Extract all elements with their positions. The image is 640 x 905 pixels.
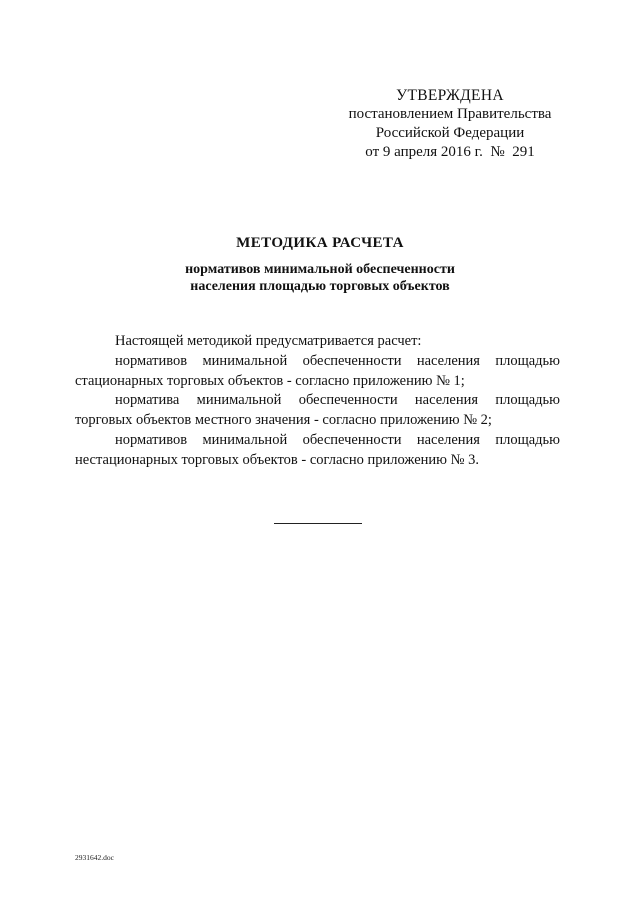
approval-heading: УТВЕРЖДЕНА: [396, 87, 504, 104]
document-title-block: [0, 234, 640, 295]
subtitle-line-1: нормативов минимальной обеспеченности: [185, 262, 455, 277]
body-item-2: норматива минимальной обеспеченности населения площадью торговых объектов местного значения - согласно приложению № 2;: [75, 392, 560, 429]
approval-number-sign: №: [490, 144, 505, 160]
approval-date-line: [330, 143, 570, 162]
document-subtitle: [0, 261, 640, 295]
file-name-footer: 2931642.doc: [75, 853, 114, 862]
approval-date: от 9 апреля 2016 г.: [365, 144, 483, 160]
approval-stamp: [330, 86, 570, 162]
subtitle-line-2: населения площадью торговых объектов: [190, 279, 450, 294]
body-item-1: нормативов минимальной обеспеченности населения площадью стационарных торговых объектов - согласно приложению № 1;: [75, 352, 560, 389]
approval-line-2: Российской Федерации: [375, 125, 525, 141]
document-body: [75, 332, 560, 471]
body-intro: Настоящей методикой предусматривается расчет:: [115, 333, 422, 349]
end-divider: [274, 523, 362, 524]
approval-line-1: постановлением Правительства: [348, 106, 552, 122]
body-item-3: нормативов минимальной обеспеченности населения площадью нестационарных торговых объектов - согласно приложению № 3.: [75, 431, 560, 468]
document-title: МЕТОДИКА РАСЧЕТА: [236, 235, 404, 251]
approval-number: 291: [512, 144, 535, 160]
